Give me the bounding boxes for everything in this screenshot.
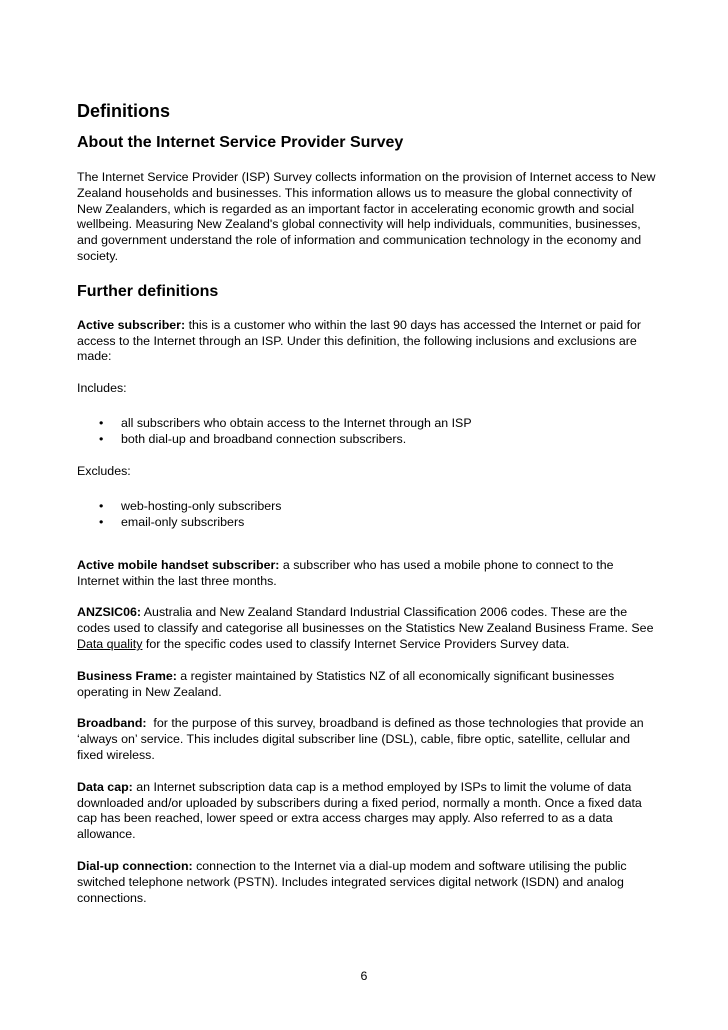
definition-text: a subscriber who has used a mobile phone to connect to the Internet within the last three months. (77, 557, 614, 588)
page-number: 6 (360, 969, 368, 983)
definition-anzsic06: ANZSIC06: Australia and New Zealand Standard Industrial Classification 2006 codes. These are the codes used to classify and categorise all businesses on the Statistics New Zealand Business Frame. See Data quality for the specific codes used to classify Internet Service Providers Survey data. (77, 605, 654, 651)
term: Broadband: (77, 716, 147, 731)
excludes-list (77, 498, 657, 531)
term: Business Frame: (77, 668, 177, 683)
bullet-icon: • (99, 498, 104, 513)
term: Active subscriber: (77, 317, 186, 332)
definition-data-cap (77, 780, 657, 843)
data-quality-link[interactable]: Data quality (77, 636, 143, 651)
definition-broadband (77, 716, 657, 763)
definition-dialup (77, 859, 657, 906)
term: Dial-up connection: (77, 858, 193, 873)
definition-text: this is a customer who within the last 90 days has accessed the Internet or paid for access to the Internet through an ISP. Under this definition, the following inclusions and exclusions are made: (77, 317, 642, 364)
intro-paragraph: The Internet Service Provider (ISP) Survey collects information on the provision of Internet access to New Zealand households and businesses. This information allows us to measure the global connectivity of New Zealanders, which is regarded as an important factor in accelerating economic growth and social wellbeing. Measuring New Zealand's global connectivity will help individuals, communities, businesses, and government understand the role of information and communication technology in the economy and society. (77, 170, 656, 263)
definition-text: for the purpose of this survey, broadband is defined as those technologies that provide an ‘always on’ service. This includes digital subscriber line (DSL), cable, fibre optic, satellite, cellular and fixed wireless. (77, 716, 648, 762)
definition-text: connection to the Internet via a dial-up modem and software utilising the public switched telephone network (PSTN). Includes integrated services digital network (ISDN) and analog connections. (77, 858, 627, 905)
excludes-label: Excludes: (77, 463, 131, 478)
term: ANZSIC06: (77, 605, 142, 620)
bullet-icon: • (99, 432, 104, 447)
definition-mobile-subscriber (77, 558, 657, 590)
definition-text: a register maintained by Statistics NZ of all economically significant businesses operating in New Zealand. (77, 668, 615, 699)
list-item: • all subscribers who obtain access to the Internet through an ISP (99, 415, 472, 430)
term: Data cap: (77, 779, 133, 794)
list-item: • email-only subscribers (99, 515, 245, 530)
section-heading-about: About the Internet Service Provider Survey (77, 134, 404, 151)
definition-active-subscriber (77, 318, 657, 365)
section-heading-further: Further definitions (77, 282, 219, 300)
page-title: Definitions (77, 101, 170, 121)
list-item: • both dial-up and broadband connection subscribers. (99, 432, 407, 447)
document-page (77, 101, 657, 906)
bullet-icon: • (99, 515, 104, 530)
includes-list (77, 415, 657, 448)
definition-text: an Internet subscription data cap is a method employed by ISPs to limit the volume of data downloaded and/or uploaded by subscribers during a fixed period, normally a month. Once a fixed data cap has been reached, lower speed or extra access charges may apply. Also referred to as a data allowance. (77, 779, 642, 842)
definition-business-frame (77, 669, 657, 701)
term: Active mobile handset subscriber: (77, 557, 280, 572)
bullet-icon: • (99, 415, 104, 430)
includes-label: Includes: (77, 381, 127, 396)
list-item: • web-hosting-only subscribers (99, 498, 282, 513)
